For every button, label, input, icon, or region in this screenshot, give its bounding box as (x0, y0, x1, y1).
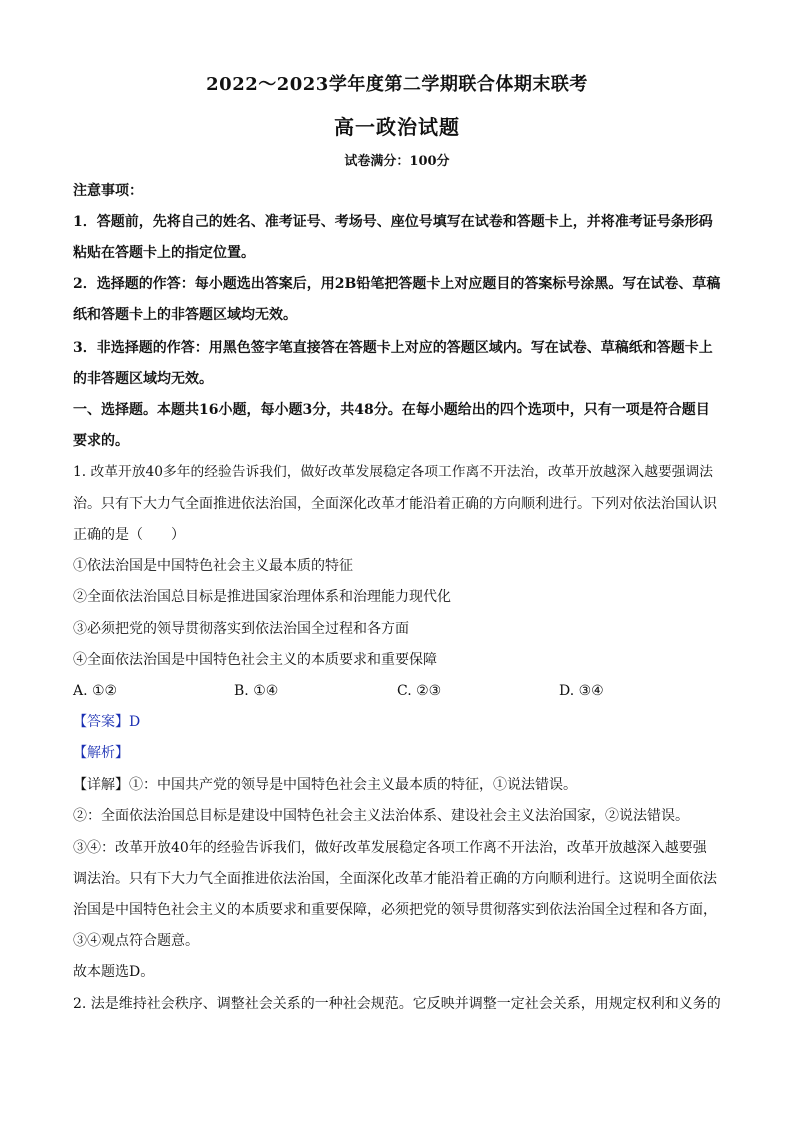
score-info: 试卷满分：100分 (344, 154, 450, 169)
question-1-stem: 1. 改革开放40多年的经验告诉我们，做好改革发展稳定各项工作离不开法治，改革开放越深入越要强调法 (73, 464, 713, 480)
analysis-line: 治国是中国特色社会主义的本质要求和重要保障，必须把党的领导贯彻落实到依法治国全过程和各方面， (73, 902, 717, 918)
question-1-stem: 正确的是（ ） (73, 527, 185, 543)
notes-line: 3．非选择题的作答：用黑色签字笔直接答在答题卡上对应的答题区域内。写在试卷、草稿纸和答题卡上 (73, 340, 713, 356)
statement-1: ①依法治国是中国特色社会主义最本质的特征 (73, 558, 353, 574)
option-b: B. ①④ (234, 683, 279, 699)
analysis-line: 调法治。只有下大力气全面推进依法治国，全面深化改革才能沿着正确的方向顺利进行。这说明全面依法 (73, 871, 717, 887)
notes-line: 的非答题区域均无效。 (73, 371, 213, 387)
analysis-line: ②：全面依法治国总目标是建设中国特色社会主义法治体系、建设社会主义法治国家，②说法错误。 (73, 808, 689, 824)
notes-line: 纸和答题卡上的非答题区域均无效。 (73, 307, 297, 323)
analysis-line: 【详解】①：中国共产党的领导是中国特色社会主义最本质的特征，①说法错误。 (73, 777, 577, 793)
statement-2: ②全面依法治国总目标是推进国家治理体系和治理能力现代化 (73, 589, 451, 605)
notes-line: 1．答题前，先将自己的姓名、准考证号、考场号、座位号填写在试卷和答题卡上，并将准考证号条形码 (73, 214, 713, 230)
question-2-stem: 2. 法是维持社会秩序、调整社会关系的一种社会规范。它反映并调整一定社会关系，用规定权利和义务的 (73, 996, 721, 1012)
answer: 【答案】D (73, 714, 141, 730)
exam-subtitle: 高一政治试题 (334, 115, 460, 139)
option-a: A. ①② (73, 683, 118, 699)
option-c: C. ②③ (397, 683, 442, 699)
option-d: D. ③④ (559, 683, 604, 699)
section-heading: 一、选择题。本题共16小题，每小题3分，共48分。在每小题给出的四个选项中，只有一项是符合题目 (73, 402, 710, 418)
notes-line: 粘贴在答题卡上的指定位置。 (73, 245, 255, 261)
section-heading-cont: 要求的。 (73, 433, 129, 449)
analysis-line: ③④观点符合题意。 (73, 933, 199, 949)
analysis-label: 【解析】 (73, 745, 129, 761)
question-1-stem: 治。只有下大力气全面推进依法治国，全面深化改革才能沿着正确的方向顺利进行。下列对依法治国认识 (73, 496, 717, 512)
notes-heading: 注意事项： (73, 183, 143, 199)
statement-3: ③必须把党的领导贯彻落实到依法治国全过程和各方面 (73, 621, 409, 637)
analysis-conclusion: 故本题选D。 (73, 964, 155, 980)
analysis-line: ③④：改革开放40年的经验告诉我们，做好改革发展稳定各项工作离不开法治，改革开放越深入越要强 (73, 840, 707, 856)
exam-title: 2022～2023学年度第二学期联合体期末联考 (206, 74, 588, 95)
notes-line: 2．选择题的作答：每小题选出答案后，用2B铅笔把答题卡上对应题目的答案标号涂黑。写在试卷、草稿 (73, 276, 721, 292)
statement-4: ④全面依法治国是中国特色社会主义的本质要求和重要保障 (73, 652, 437, 668)
